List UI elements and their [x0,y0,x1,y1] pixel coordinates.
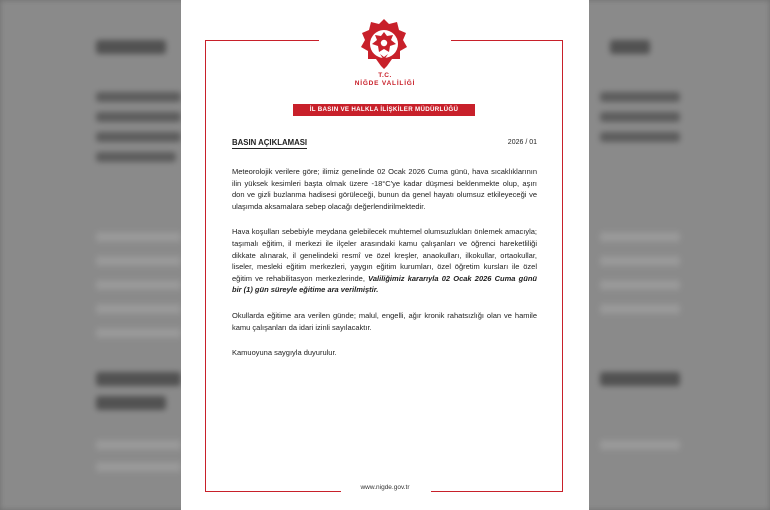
paragraph-2-emphasis: Valiliğimiz kararıyla 02 Ocak 2026 Cuma günü bir (1) gün süreyle eğitime ara verilmiştir. [232,273,537,295]
country-label: T.C. [378,72,392,79]
footer-website: www.nigde.gov.tr [360,484,410,491]
organization-name: NİĞDE VALİLİĞİ [354,80,416,87]
press-release-page [181,0,589,510]
paragraph-2 [232,226,537,296]
department-banner: İL BASIN VE HALKLA İLİŞKİLER MÜDÜRLÜĞÜ [293,104,475,116]
paragraph-1: Meteorolojik verilere göre; ilimiz genelinde 02 Ocak 2026 Cuma günü, hava sıcaklıklarının ilin yüksek kesimleri başta olmak üzere -18°C'ye kadar düşmesi beklenmekte olup, aşırı don ve gizli buzlanma hadisesi görüleceği, bunun da genel hayatı olumsuz etkileyeceği ve ulaşımda aksamalara sebep olacağı değerlendirilmektedir. [232,167,537,211]
paragraph-4: Kamuoyuna saygıyla duyurulur. [232,348,337,358]
document-title: BASIN AÇIKLAMASI [232,138,308,147]
governorship-emblem-icon [359,18,409,70]
paragraph-2-text: Hava koşulları sebebiyle meydana gelebilecek muhtemel olumsuzlukları önlemek amacıyla; taşımalı eğitim, il merkezi ile ilçeler arasındaki kamu çalışanları ve öğrenci hareketliliği dikkate alınarak, il genelindeki resmî ve özel kreşler, anaokulları, ilkokullar, ortaokullar, liseler, mesleki eğitim merkezleri, yaygın eğitim kurumları, özel öğretim kursları ile özel eğitim ve rehabilitasyon merkezlerinde, [232,227,537,283]
document-number: 2026 / 01 [507,139,537,146]
document-body [232,166,537,373]
paragraph-3: Okullarda eğitime ara verilen günde; malul, engelli, ağır kronik rahatsızlığı olan ve hamile kamu çalışanları da idari izinli sayılacaktır. [232,310,537,332]
